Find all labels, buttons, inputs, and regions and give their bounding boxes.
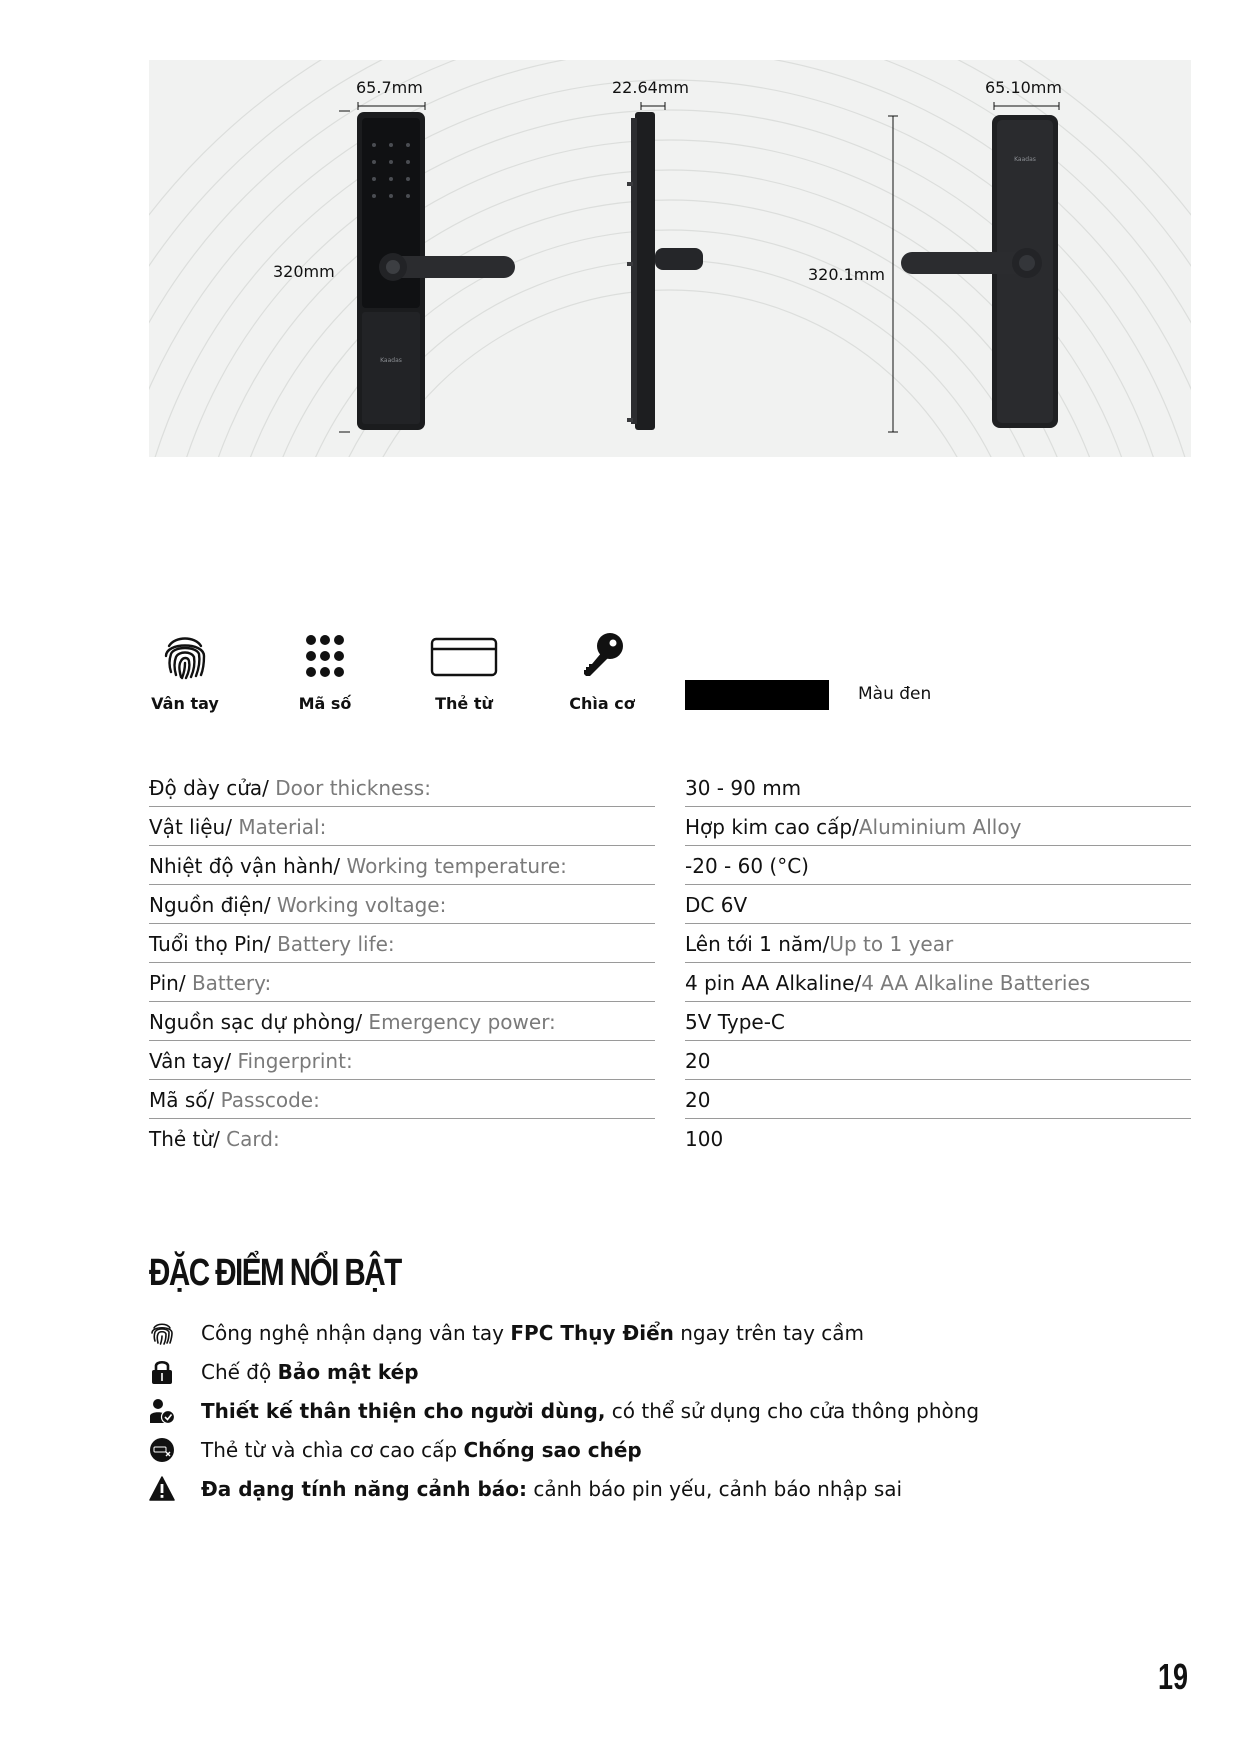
- feature-text: có thể sử dụng cho cửa thông phòng: [605, 1399, 980, 1423]
- feature-bold: Thiết kế thân thiện cho người dùng,: [201, 1399, 606, 1423]
- spec-value-en: Up to 1 year: [829, 932, 954, 956]
- spec-value-vi: Lên tới 1 năm/: [685, 932, 830, 956]
- feature-text: Công nghệ nhận dạng vân tay: [201, 1321, 511, 1345]
- spec-value-vi: 100: [685, 1127, 724, 1151]
- spec-label-en: Battery:: [185, 971, 272, 995]
- spec-label-vi: Vân tay/: [149, 1049, 232, 1073]
- spec-label-vi: Độ dày cửa/: [149, 776, 269, 800]
- spec-label-en: Working voltage:: [270, 893, 447, 917]
- feature-bold: FPC Thụy Điển: [510, 1321, 674, 1345]
- spec-label-vi: Pin/: [149, 971, 186, 995]
- color-swatch: [685, 680, 829, 710]
- spec-row: [149, 1119, 1191, 1158]
- keypad-icon: [299, 630, 351, 682]
- spec-label-en: Fingerprint:: [231, 1049, 353, 1073]
- padlock-icon: [149, 1359, 175, 1385]
- spec-label-en: Battery life:: [270, 932, 395, 956]
- back-width-label: 65.10mm: [985, 78, 1062, 97]
- spec-row: [149, 885, 1191, 924]
- spec-row: [149, 963, 1191, 1002]
- method-passcode: [270, 630, 380, 713]
- spec-label-en: Material:: [231, 815, 327, 839]
- feature-bold: Đa dạng tính năng cảnh báo:: [201, 1477, 527, 1501]
- lock-drawing: [149, 60, 1191, 457]
- svg-text:Kaadas: Kaadas: [1014, 156, 1036, 163]
- spec-label-en: Card:: [219, 1127, 280, 1151]
- front-height-label: 320mm: [273, 262, 335, 281]
- feature-item: [149, 1474, 1191, 1513]
- spec-value-vi: Hợp kim cao cấp/: [685, 815, 859, 839]
- method-fingerprint: [130, 630, 240, 713]
- spec-row: [149, 807, 1191, 846]
- method-label: Chìa cơ: [569, 694, 635, 713]
- spec-row: [149, 1080, 1191, 1119]
- spec-table: [149, 768, 1191, 1158]
- method-card: [409, 630, 519, 713]
- spec-label-vi: Vật liệu/: [149, 815, 232, 839]
- method-label: Thẻ từ: [435, 694, 493, 713]
- method-label: Vân tay: [151, 694, 219, 713]
- spec-label-en: Working temperature:: [340, 854, 567, 878]
- front-lock: [357, 112, 515, 430]
- spec-value-vi: 30 - 90 mm: [685, 776, 802, 800]
- spec-row: [149, 924, 1191, 963]
- svg-text:Kaadas: Kaadas: [380, 357, 402, 364]
- spec-value-en: 4 AA Alkaline Batteries: [861, 971, 1091, 995]
- spec-row: [149, 846, 1191, 885]
- spec-label-en: Emergency power:: [362, 1010, 556, 1034]
- feature-bold: Chống sao chép: [463, 1438, 642, 1462]
- back-lock: [901, 115, 1058, 428]
- feature-list: [149, 1318, 1191, 1513]
- side-depth-label: 22.64mm: [612, 78, 689, 97]
- color-label: Màu đen: [858, 684, 932, 704]
- spec-value-vi: DC 6V: [685, 893, 748, 917]
- fingerprint-icon: [149, 1320, 175, 1346]
- back-height-label: 320.1mm: [808, 265, 885, 284]
- spec-label-vi: Nhiệt độ vận hành/: [149, 854, 341, 878]
- spec-row: [149, 768, 1191, 807]
- anti-copy-icon: [149, 1437, 175, 1463]
- product-image: [149, 60, 1191, 457]
- key-icon: [576, 630, 628, 682]
- spec-label-vi: Thẻ từ/: [149, 1127, 220, 1151]
- method-key: [547, 630, 657, 713]
- feature-item: [149, 1396, 1191, 1435]
- spec-value-en: Aluminium Alloy: [858, 815, 1022, 839]
- feature-text: Thẻ từ và chìa cơ cao cấp: [201, 1438, 464, 1462]
- warning-icon: [149, 1476, 175, 1502]
- feature-text: cảnh báo pin yếu, cảnh báo nhập sai: [527, 1477, 903, 1501]
- fingerprint-icon: [159, 630, 211, 682]
- front-width-label: 65.7mm: [356, 78, 423, 97]
- feature-item: [149, 1435, 1191, 1474]
- user-check-icon: [149, 1398, 175, 1424]
- page-number: 19: [1158, 1656, 1189, 1697]
- features-title: ĐẶC ĐIỂM NỔI BẬT: [149, 1252, 401, 1294]
- card-icon: [429, 630, 499, 682]
- feature-text: ngay trên tay cầm: [673, 1321, 865, 1345]
- spec-label-en: Door thickness:: [268, 776, 431, 800]
- spec-value-vi: 20: [685, 1049, 711, 1073]
- spec-value-vi: -20 - 60 (°C): [685, 854, 809, 878]
- side-lock: [627, 112, 703, 430]
- feature-item: [149, 1318, 1191, 1357]
- spec-value-vi: 5V Type-C: [685, 1010, 785, 1034]
- spec-value-vi: 20: [685, 1088, 711, 1112]
- feature-bold: Bảo mật kép: [277, 1360, 419, 1384]
- spec-row: [149, 1041, 1191, 1080]
- feature-item: [149, 1357, 1191, 1396]
- spec-label-en: Passcode:: [214, 1088, 320, 1112]
- spec-value-vi: 4 pin AA Alkaline/: [685, 971, 862, 995]
- feature-text: Chế độ: [201, 1360, 278, 1384]
- spec-row: [149, 1002, 1191, 1041]
- spec-label-vi: Nguồn sạc dự phòng/: [149, 1010, 363, 1034]
- method-label: Mã số: [298, 694, 352, 713]
- spec-label-vi: Tuổi thọ Pin/: [149, 932, 271, 956]
- spec-label-vi: Mã số/: [149, 1088, 215, 1112]
- spec-label-vi: Nguồn điện/: [149, 893, 271, 917]
